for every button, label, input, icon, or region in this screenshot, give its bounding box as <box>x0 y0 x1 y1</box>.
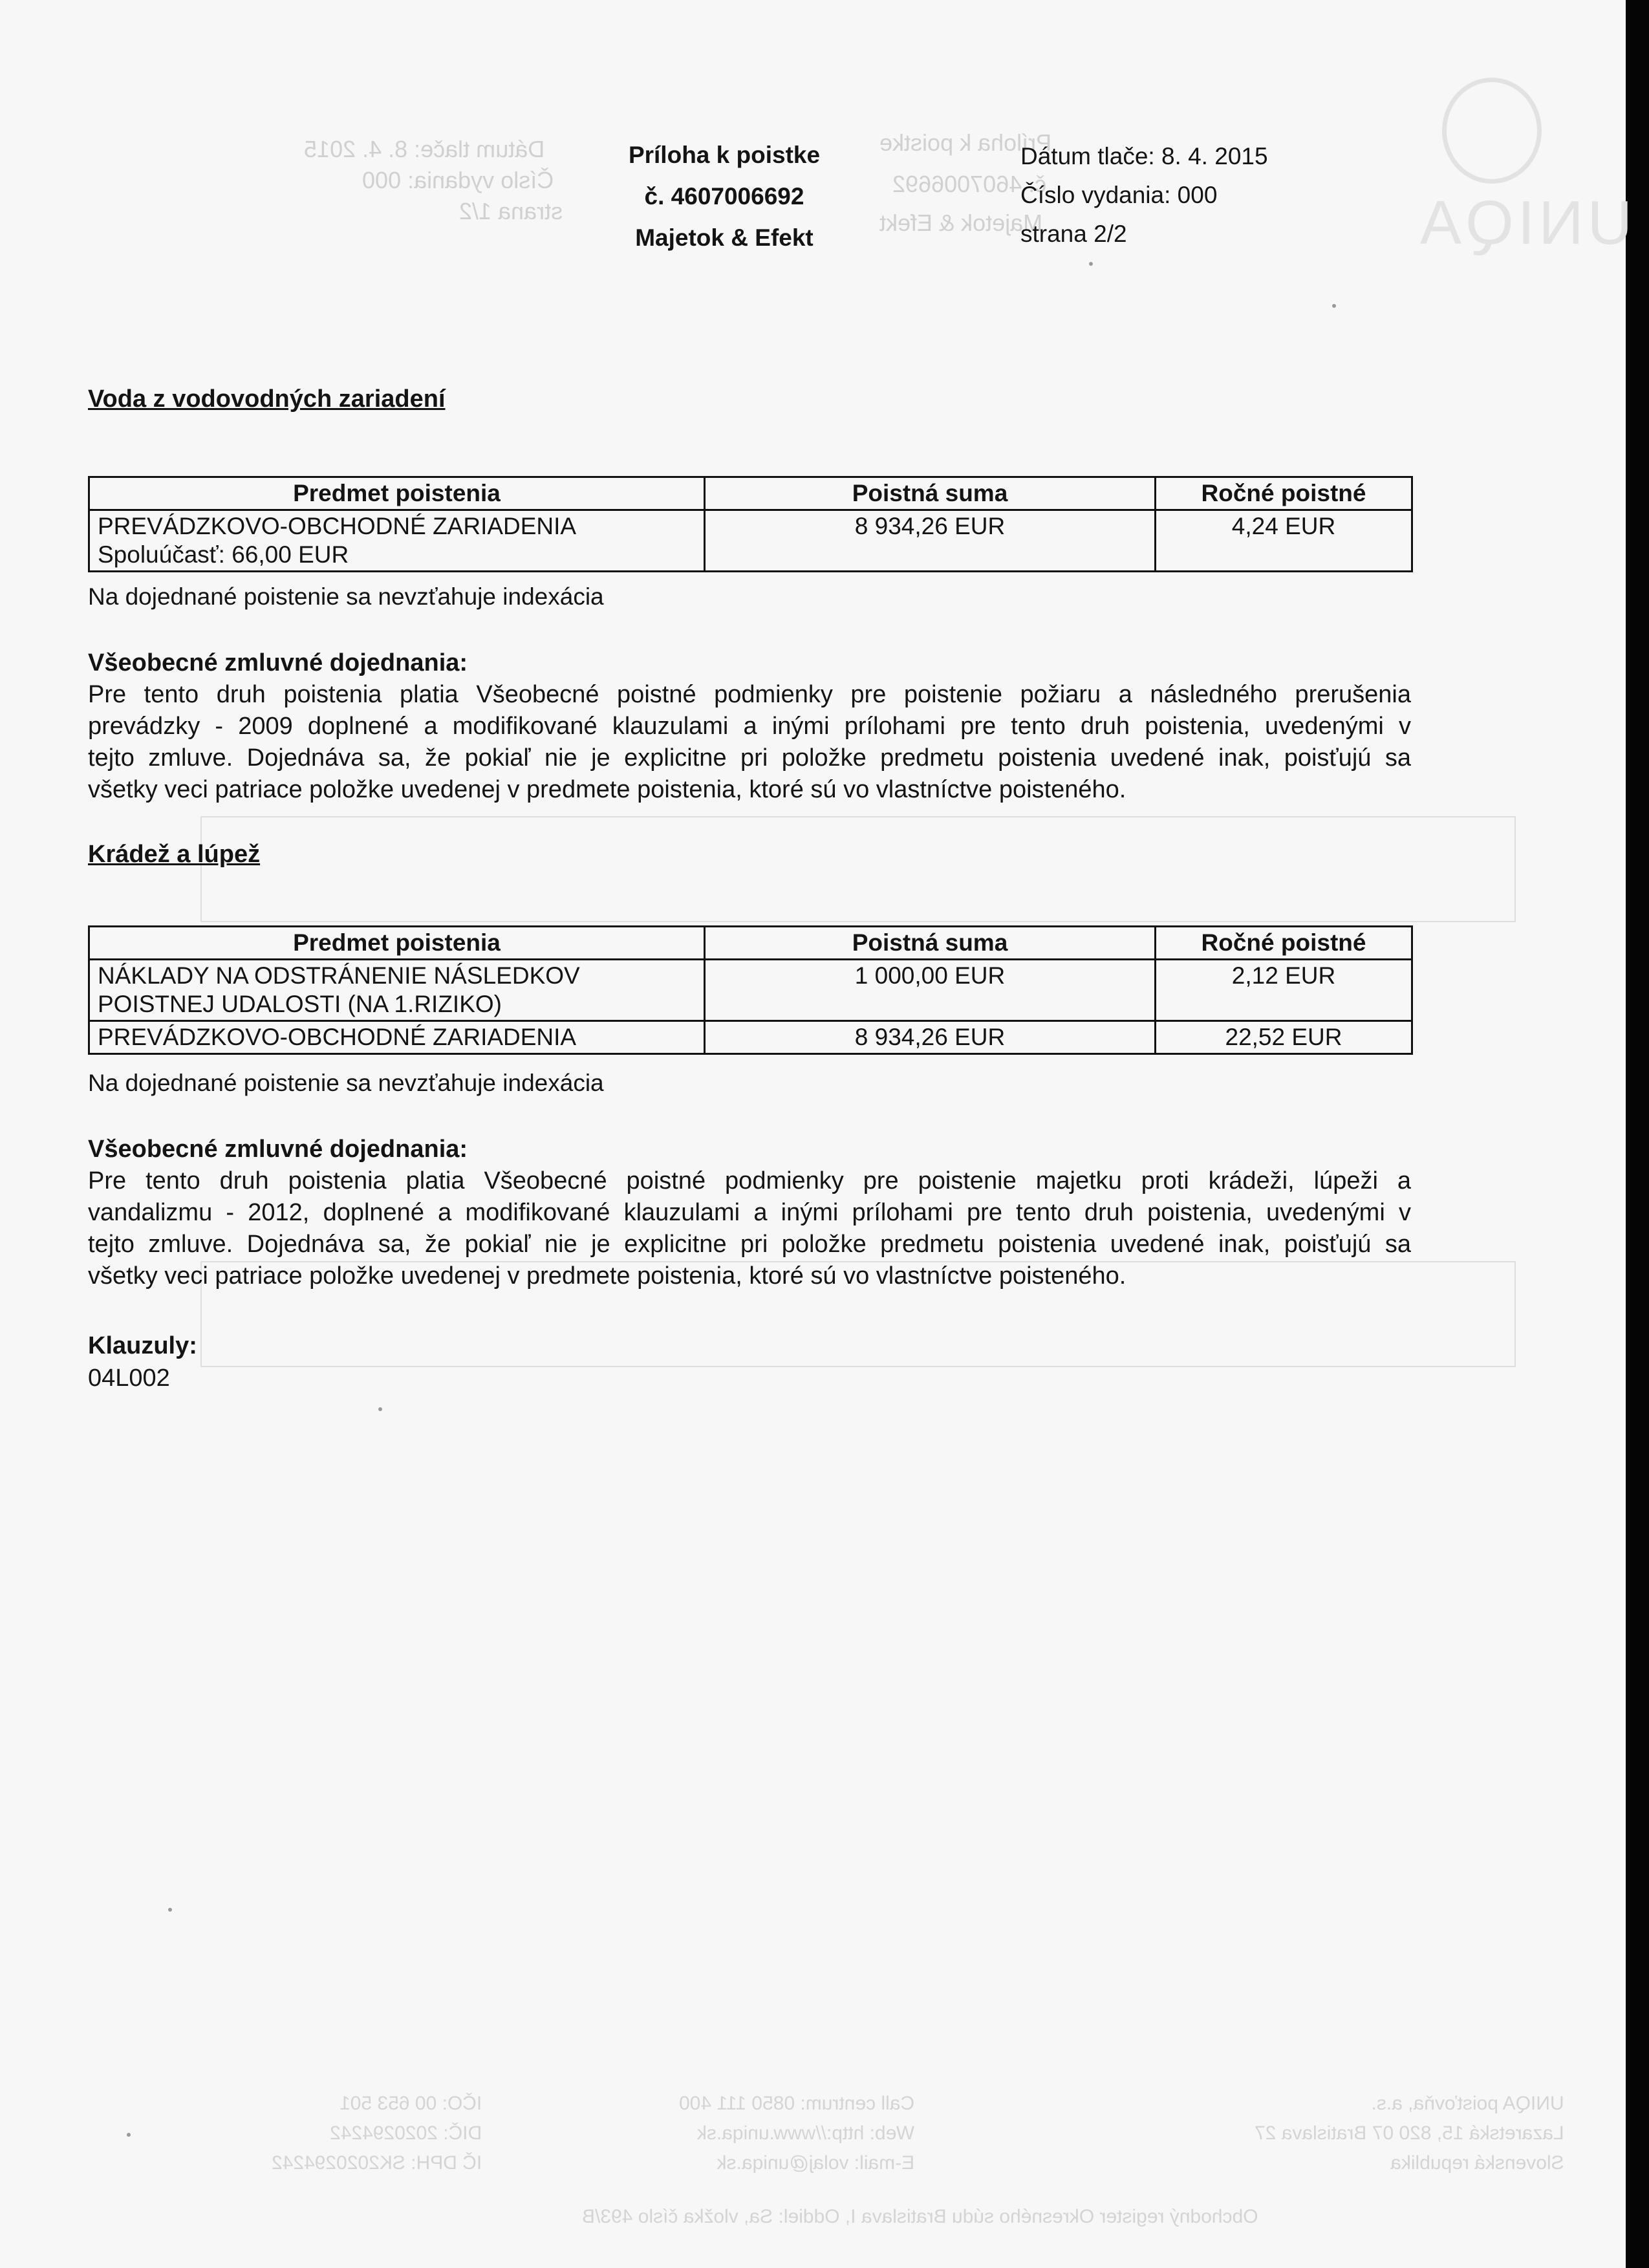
row-sum: 8 934,26 EUR <box>705 510 1156 572</box>
ghost-footer-col1: UNIQA poisťovňa, a.s. Lazaretská 15, 820 07 Bratislava 27 Slovenská republika <box>1255 2093 1564 2174</box>
row-subject <box>89 1021 705 1054</box>
document-header-meta <box>1020 137 1268 254</box>
agreements-line-last: všetky veci patriace položke uvedenej v predmete poistenia, ktoré sú vo vlastníctve poisteného. <box>88 776 1126 803</box>
section-title-water: Voda z vodovodných zariadení <box>88 385 446 413</box>
page-number: strana 2/2 <box>1020 221 1127 247</box>
ghost-logo <box>1416 78 1633 259</box>
table-row <box>89 1021 1412 1054</box>
ghost-header-right-3: strana 1/2 <box>459 198 563 224</box>
ghost-logo-word: UNIQA <box>1416 188 1633 257</box>
ghost-footer-registry: Obchodný register Okresného súdu Bratislava I, Oddiel: Sa, vložka číslo 493/B <box>582 2206 1258 2227</box>
section-title-theft: Krádež a lúpež <box>88 841 261 868</box>
row-sum: 8 934,26 EUR <box>705 1021 1156 1054</box>
agreements-text <box>88 1165 1411 1260</box>
row-premium: 22,52 EUR <box>1156 1021 1412 1054</box>
row-premium: 4,24 EUR <box>1156 510 1412 572</box>
agreements-line-last: všetky veci patriace položke uvedenej v predmete poistenia, ktoré sú vo vlastníctve poisteného. <box>88 1262 1126 1290</box>
agreements-line: tejto zmluve. Dojednáva sa, že pokiaľ nie je explicitne pri položke predmetu poistenia uvedené inak, poisťujú sa <box>88 744 1411 772</box>
table-row <box>89 510 1412 572</box>
row-subject <box>89 510 705 572</box>
agreements-line: tejto zmluve. Dojednáva sa, že pokiaľ nie je explicitne pri položke predmetu poistenia uvedené inak, poisťujú sa <box>88 1231 1411 1258</box>
header-title-line: Príloha k poistke <box>628 142 821 168</box>
ghost-header-center-2: č. 4607006692 <box>892 171 1047 197</box>
row-subject-line: PREVÁDZKOVO-OBCHODNÉ ZARIADENIA <box>98 1024 577 1050</box>
row-subject-line: Spoluúčasť: 66,00 EUR <box>98 541 349 568</box>
scan-speck <box>1332 304 1336 308</box>
indexation-note: Na dojednané poistenie sa nevzťahuje indexácia <box>88 1070 604 1096</box>
col-header-premium: Ročné poistné <box>1156 477 1412 510</box>
scan-speck <box>127 2133 131 2137</box>
col-header-subject: Predmet poistenia <box>89 927 705 960</box>
table-header-row <box>89 927 1412 960</box>
ghost-header-center: Príloha k poistke <box>879 129 1052 156</box>
row-sum: 1 000,00 EUR <box>705 960 1156 1021</box>
indexation-note: Na dojednané poistenie sa nevzťahuje indexácia <box>88 583 604 610</box>
row-subject-line: PREVÁDZKOVO-OBCHODNÉ ZARIADENIA <box>98 513 577 539</box>
agreements-line: Pre tento druh poistenia platia Všeobecné poistné podmienky pre poistenie požiaru a následného prerušenia <box>88 681 1411 708</box>
ghost-header-right: Dátum tlače: 8. 4. 2015 <box>304 136 545 162</box>
ghost-header-center-3: Majetok & Efekt <box>879 210 1043 236</box>
scan-speck <box>1089 262 1093 266</box>
print-date: Dátum tlače: 8. 4. 2015 <box>1020 143 1268 169</box>
water-coverage-table <box>88 476 1413 572</box>
clause-code: 04L002 <box>88 1365 170 1392</box>
scan-speck <box>378 1407 382 1411</box>
col-header-subject: Predmet poistenia <box>89 477 705 510</box>
agreements-title: Všeobecné zmluvné dojednania: <box>88 649 468 676</box>
theft-coverage-table <box>88 925 1413 1055</box>
scan-edge <box>1626 0 1649 2268</box>
clauses-title: Klauzuly: <box>88 1332 197 1359</box>
document-header-title <box>608 135 841 259</box>
agreements-title: Všeobecné zmluvné dojednania: <box>88 1136 468 1163</box>
ghost-header-right-2: Číslo vydania: 000 <box>362 167 554 193</box>
row-subject-line: NÁKLADY NA ODSTRÁNENIE NÁSLEDKOV <box>98 962 580 989</box>
scan-speck <box>168 1908 172 1912</box>
col-header-sum: Poistná suma <box>705 927 1156 960</box>
col-header-sum: Poistná suma <box>705 477 1156 510</box>
agreements-line: Pre tento druh poistenia platia Všeobecné poistné podmienky pre poistenie majetku proti krádeži, lúpeži a <box>88 1167 1411 1194</box>
ghost-footer-col2: Call centrum: 0850 111 400 Web: http://www.uniqa.sk E-mail: volaj@uniqa.sk <box>679 2093 915 2174</box>
ghost-table-1 <box>200 816 1516 922</box>
table-row <box>89 960 1412 1021</box>
row-subject <box>89 960 705 1021</box>
agreements-line: vandalizmu - 2012, doplnené a modifikované klauzulami a inými prílohami pre tento druh poistenia, uvedenými v <box>88 1199 1411 1226</box>
ghost-logo-ring <box>1442 78 1542 184</box>
ghost-footer-col3: IČO: 00 653 501 DIČ: 2020294242 IČ DPH: SK2020294242 <box>272 2093 482 2174</box>
header-product-name: Majetok & Efekt <box>635 224 814 251</box>
agreements-line: prevádzky - 2009 doplnené a modifikované klauzulami a inými prílohami pre tento druh poistenia, uvedenými v <box>88 713 1411 740</box>
table-header-row <box>89 477 1412 510</box>
row-subject-line: POISTNEJ UDALOSTI (NA 1.RIZIKO) <box>98 991 502 1017</box>
agreements-text <box>88 679 1411 774</box>
row-premium: 2,12 EUR <box>1156 960 1412 1021</box>
col-header-premium: Ročné poistné <box>1156 927 1412 960</box>
issue-number: Číslo vydania: 000 <box>1020 182 1218 208</box>
header-policy-number: č. 4607006692 <box>644 183 804 210</box>
